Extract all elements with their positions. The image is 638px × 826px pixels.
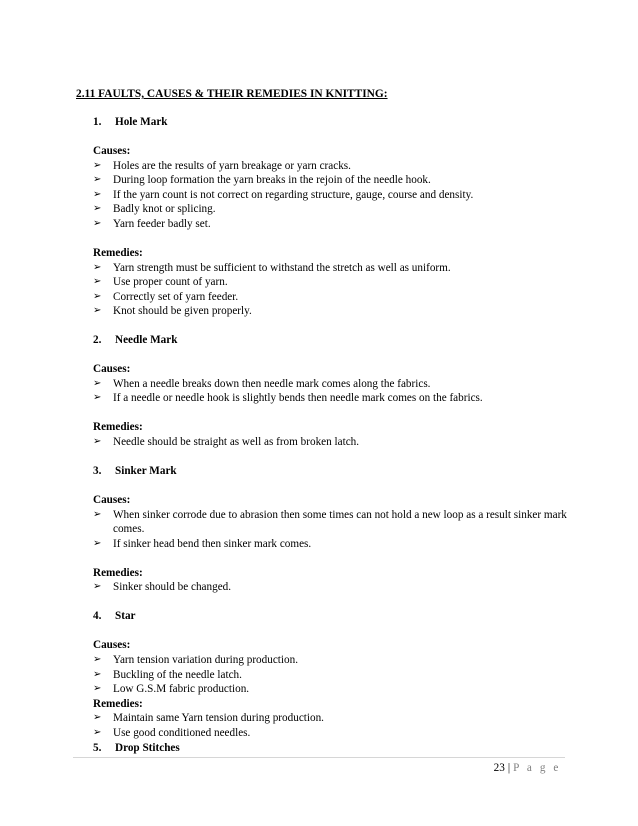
arrow-bullet-icon: ➢ (93, 261, 102, 273)
list-item (93, 508, 573, 537)
bullet-list (93, 653, 573, 697)
arrow-bullet-icon: ➢ (93, 668, 102, 680)
fault-title (93, 115, 573, 130)
remedies-label: Remedies: (93, 421, 143, 434)
list-item-text: When sinker corrode due to abrasion then some times can not hold a new loop as a result sinker mark comes. (113, 508, 567, 536)
fault-number: 2. (93, 334, 102, 347)
section-heading: 2.11 FAULTS, CAUSES & THEIR REMEDIES IN KNITTING: (76, 88, 388, 100)
arrow-bullet-icon: ➢ (93, 436, 102, 448)
fault-name: Sinker Mark (115, 465, 177, 478)
list-item-text: If a needle or needle hook is slightly bends then needle mark comes on the fabrics. (113, 392, 483, 405)
list-item-text: Needle should be straight as well as from broken latch. (113, 436, 360, 449)
list-item (93, 173, 573, 188)
fault-name: Star (115, 610, 136, 623)
spacer (93, 406, 573, 420)
arrow-bullet-icon: ➢ (93, 377, 102, 389)
footer-separator: | (507, 762, 511, 774)
list-item-text: Low G.S.M fabric production. (113, 683, 250, 696)
faults-content (93, 115, 573, 755)
causes-label: Causes: (93, 363, 131, 376)
causes-label: Causes: (93, 494, 131, 507)
fault-number: 3. (93, 465, 102, 478)
list-item (93, 275, 573, 290)
arrow-bullet-icon: ➢ (93, 653, 102, 665)
list-item-text: Badly knot or splicing. (113, 203, 216, 216)
list-item (93, 653, 573, 668)
spacer (93, 624, 573, 638)
list-item (93, 682, 573, 697)
page-number: 23 (493, 762, 505, 774)
list-item (93, 580, 573, 595)
list-item-text: Yarn feeder badly set. (113, 217, 211, 230)
fault-number: 4. (93, 610, 102, 623)
arrow-bullet-icon: ➢ (93, 290, 102, 302)
page-footer (494, 761, 561, 776)
spacer (93, 595, 573, 609)
list-item-text: Knot should be given properly. (113, 305, 252, 318)
list-item (93, 537, 573, 552)
list-item-text: Correctly set of yarn feeder. (113, 290, 239, 303)
list-item-text: Yarn strength must be sufficient to withstand the stretch as well as uniform. (113, 261, 451, 274)
remedies-label: Remedies: (93, 246, 143, 259)
list-item (93, 217, 573, 232)
arrow-bullet-icon: ➢ (93, 683, 102, 695)
list-item-text: During loop formation the yarn breaks in the rejoin of the needle hook. (113, 174, 431, 187)
remedies-label: Remedies: (93, 566, 143, 579)
arrow-bullet-icon: ➢ (93, 276, 102, 288)
spacer (93, 348, 573, 362)
bullet-list (93, 711, 573, 740)
list-item (93, 377, 573, 392)
list-item (93, 726, 573, 741)
spacer (93, 479, 573, 493)
list-item-text: Holes are the results of yarn breakage or yarn cracks. (113, 159, 351, 172)
list-item (93, 668, 573, 683)
list-item-text: Maintain same Yarn tension during production. (113, 712, 324, 725)
bullet-list (93, 159, 573, 232)
arrow-bullet-icon: ➢ (93, 174, 102, 186)
list-item (93, 711, 573, 726)
fault-name: Needle Mark (115, 334, 178, 347)
spacer (93, 450, 573, 464)
list-item (93, 188, 573, 203)
list-item-text: If the yarn count is not correct on regarding structure, gauge, course and density. (113, 188, 474, 201)
list-item-text: Use proper count of yarn. (113, 276, 228, 289)
list-item (93, 159, 573, 174)
bullet-list (93, 580, 573, 595)
spacer (93, 319, 573, 333)
fault-title (93, 609, 573, 624)
list-item-text: Buckling of the needle latch. (113, 668, 242, 681)
footer-divider (73, 757, 565, 758)
list-item-text: Use good conditioned needles. (113, 726, 251, 739)
bullet-list (93, 435, 573, 450)
arrow-bullet-icon: ➢ (93, 712, 102, 724)
list-item (93, 435, 573, 450)
fault-title (93, 741, 573, 756)
list-item-text: If sinker head bend then sinker mark comes. (113, 537, 312, 550)
arrow-bullet-icon: ➢ (93, 159, 102, 171)
list-item (93, 304, 573, 319)
fault-name: Hole Mark (115, 116, 168, 128)
fault-number: 5. (93, 741, 102, 754)
remedies-label: Remedies: (93, 697, 143, 710)
arrow-bullet-icon: ➢ (93, 217, 102, 229)
spacer (93, 130, 573, 144)
list-item-text: Yarn tension variation during production. (113, 653, 298, 666)
page-label: P a g e (513, 762, 561, 774)
fault-title (93, 333, 573, 348)
fault-name: Drop Stitches (115, 741, 180, 754)
list-item (93, 290, 573, 305)
arrow-bullet-icon: ➢ (93, 537, 102, 549)
bullet-list (93, 261, 573, 319)
list-item (93, 202, 573, 217)
arrow-bullet-icon: ➢ (93, 508, 102, 520)
arrow-bullet-icon: ➢ (93, 203, 102, 215)
arrow-bullet-icon: ➢ (93, 581, 102, 593)
arrow-bullet-icon: ➢ (93, 188, 102, 200)
arrow-bullet-icon: ➢ (93, 392, 102, 404)
bullet-list (93, 377, 573, 406)
fault-title (93, 464, 573, 479)
causes-label: Causes: (93, 639, 131, 652)
fault-number: 1. (93, 116, 102, 128)
bullet-list (93, 508, 573, 552)
spacer (93, 551, 573, 565)
arrow-bullet-icon: ➢ (93, 726, 102, 738)
list-item (93, 391, 573, 406)
list-item-text: When a needle breaks down then needle mark comes along the fabrics. (113, 377, 431, 390)
list-item (93, 261, 573, 276)
arrow-bullet-icon: ➢ (93, 305, 102, 317)
causes-label: Causes: (93, 144, 131, 157)
spacer (93, 232, 573, 246)
list-item-text: Sinker should be changed. (113, 581, 232, 594)
